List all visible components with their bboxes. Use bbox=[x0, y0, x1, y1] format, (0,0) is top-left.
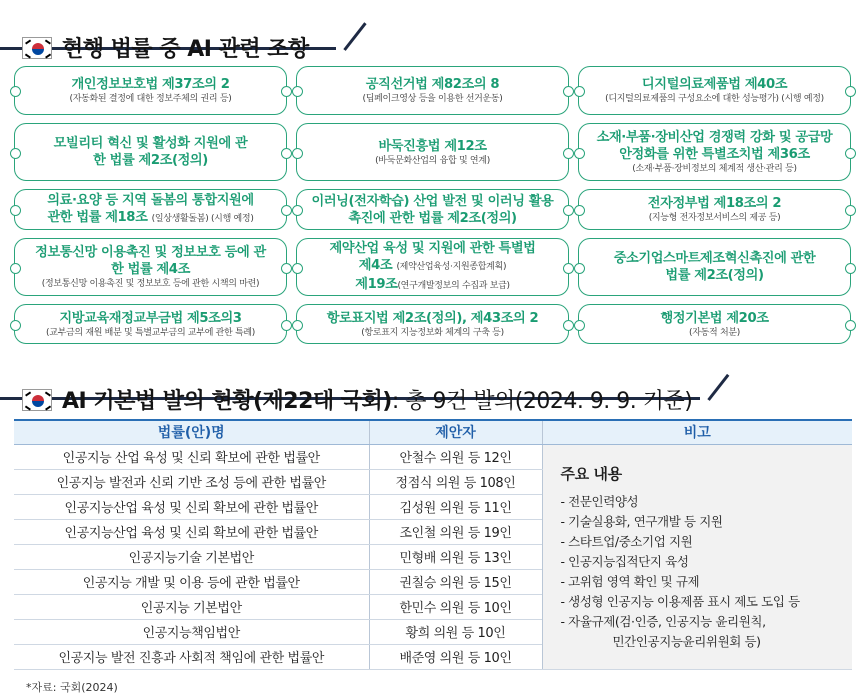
column-header: 법률(안)명 bbox=[14, 420, 369, 444]
bill-name: 인공지능 기본법안 bbox=[14, 594, 369, 619]
remarks-item: - 생성형 인공지능 이용제품 표시 제도 도입 등 bbox=[560, 593, 800, 609]
remarks-item: 민간인공지능윤리위원회 등) bbox=[612, 633, 761, 649]
section2-subtitle: : 총 9건 발의(2024. 9. 9. 기준) bbox=[391, 389, 693, 414]
proposer: 한민수 의원 등 10인 bbox=[369, 594, 542, 619]
law-card: 모빌리티 혁신 및 활성화 지원에 관한 법률 제2조(정의) bbox=[14, 123, 287, 181]
remarks-item: - 자율규제(검·인증, 인공지능 윤리원칙, bbox=[560, 613, 766, 629]
law-card: 의료·요양 등 지역 돌봄의 통합지원에 관한 법률 제18조 (일상생활돌봄) (시행 예정) bbox=[14, 189, 287, 230]
proposer: 정점식 의원 등 108인 bbox=[369, 469, 542, 494]
remarks-item: - 고위험 영역 확인 및 규제 bbox=[560, 573, 700, 589]
law-card: 행정기본법 제20조 (자동적 처분) bbox=[578, 304, 851, 344]
bill-name: 인공지능 개발 및 이용 등에 관한 법률안 bbox=[14, 569, 369, 594]
proposer: 안철수 의원 등 12인 bbox=[369, 444, 542, 469]
remarks-item: - 전문인력양성 bbox=[560, 493, 639, 509]
law-card: 전자정부법 제18조의 2 (지능형 전자정보서비스의 제공 등) bbox=[578, 189, 851, 230]
law-card: 개인정보보호법 제37조의 2 (자동화된 결정에 대한 정보주체의 권리 등) bbox=[14, 66, 287, 115]
law-card: 바둑진흥법 제12조 (바둑문화산업의 융합 및 연계) bbox=[296, 123, 569, 181]
law-card: 이러닝(전자학습) 산업 발전 및 이러닝 활용 촉진에 관한 법률 제2조(정의) bbox=[296, 189, 569, 230]
section2-title: AI 기본법 발의 현황(제22대 국회): 총 9건 발의(2024. 9. 9. 기준) bbox=[62, 389, 693, 414]
bill-name: 인공지능 발전과 신뢰 기반 조성 등에 관한 법률안 bbox=[14, 469, 369, 494]
remarks-item: - 스타트업/중소기업 지원 bbox=[560, 533, 693, 549]
bill-name: 인공지능 발전 진흥과 사회적 책임에 관한 법률안 bbox=[14, 644, 369, 669]
law-card: 정보통신망 이용촉진 및 정보보호 등에 관한 법률 제4조 (정보통신망 이용촉진 및 정보보호 등에 관한 시책의 마련) bbox=[14, 238, 287, 296]
bill-name: 인공지능산업 육성 및 신뢰 확보에 관한 법률안 bbox=[14, 494, 369, 519]
source-note: *자료: 국회(2024) bbox=[26, 681, 118, 694]
bill-name: 인공지능산업 육성 및 신뢰 확보에 관한 법률안 bbox=[14, 519, 369, 544]
law-card: 공직선거법 제82조의 8 (딥페이크영상 등을 이용한 선거운동) bbox=[296, 66, 569, 115]
law-card: 중소기업스마트제조혁신촉진에 관한 법률 제2조(정의) bbox=[578, 238, 851, 296]
proposer: 김성원 의원 등 11인 bbox=[369, 494, 542, 519]
law-cards-grid bbox=[14, 66, 852, 344]
law-card: 디지털의료제품법 제40조 (디지털의료제품의 구성요소에 대한 성능평가) (시행 예정) bbox=[578, 66, 851, 115]
table-row bbox=[14, 444, 852, 469]
law-card: 지방교육재정교부금법 제5조의3 (교부금의 재원 배분 및 특별교부금의 교부에 관한 특례) bbox=[14, 304, 287, 344]
law-card: 항로표지법 제2조(정의), 제43조의 2 (항로표지 지능정보화 체계의 구축 등) bbox=[296, 304, 569, 344]
proposer: 배준영 의원 등 10인 bbox=[369, 644, 542, 669]
remarks-item: - 기술실용화, 연구개발 등 지원 bbox=[560, 513, 723, 529]
bill-name: 인공지능기술 기본법안 bbox=[14, 544, 369, 569]
section1-title: 현행 법률 중 AI 관련 조항 bbox=[62, 37, 309, 62]
column-header: 제안자 bbox=[369, 420, 542, 444]
proposer: 황희 의원 등 10인 bbox=[369, 619, 542, 644]
bill-name: 인공지능책임법안 bbox=[14, 619, 369, 644]
proposer: 조인철 의원 등 19인 bbox=[369, 519, 542, 544]
bill-name: 인공지능 산업 육성 및 신뢰 확보에 관한 법률안 bbox=[14, 444, 369, 469]
proposer: 권칠승 의원 등 15인 bbox=[369, 569, 542, 594]
law-card: 제약산업 육성 및 지원에 관한 특별법 제4조 (제약산업육성·지원종합계획) 제19조(연구개발정보의 수집과 보급) bbox=[296, 238, 569, 296]
korean-flag-icon bbox=[22, 389, 52, 411]
law-card: 소재·부품·장비산업 경쟁력 강화 및 공급망 안정화를 위한 특별조치법 제36조 (소재·부품·장비정보의 체계적 생산·관리 등) bbox=[578, 123, 851, 181]
remarks-cell bbox=[542, 444, 852, 669]
column-header: 비고 bbox=[542, 420, 852, 444]
table-header-row bbox=[14, 420, 852, 444]
remarks-item: - 인공지능집적단지 육성 bbox=[560, 553, 689, 569]
ai-bills-table bbox=[14, 419, 852, 670]
proposer: 민형배 의원 등 13인 bbox=[369, 544, 542, 569]
remarks-heading: 주요 내용 bbox=[560, 464, 622, 483]
korean-flag-icon bbox=[22, 37, 52, 59]
